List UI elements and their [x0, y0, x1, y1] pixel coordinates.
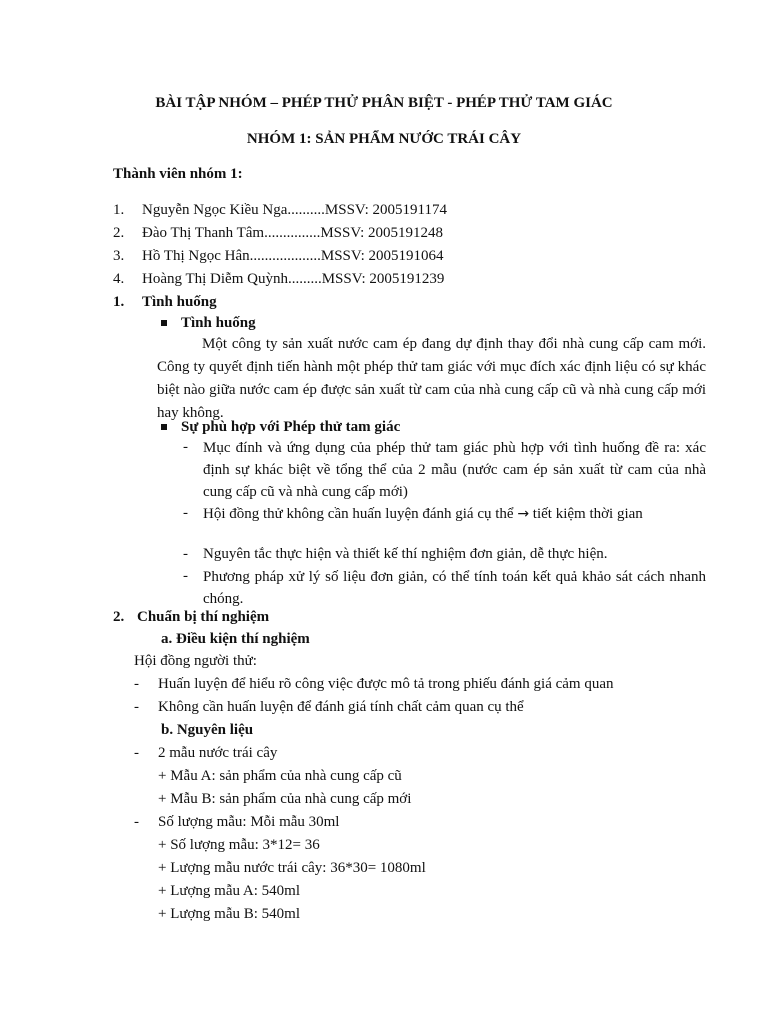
member-name: Đào Thị Thanh Tâm...............MSSV: 2005191248: [142, 225, 443, 241]
panel-label: Hội đồng người thử:: [134, 653, 257, 669]
member-name: Hoàng Thị Diễm Quỳnh.........MSSV: 2005191239: [142, 271, 445, 287]
member-name: Nguyễn Ngọc Kiều Nga..........MSSV: 2005191174: [142, 202, 447, 218]
situation-paragraph: Một công ty sản xuất nước cam ép đang dự định thay đổi nhà cung cấp cam mới. Công ty quyết định tiến hành một phép thử tam giác với mục đích xác định liệu có sự khác biệt nào giữa nước cam ép được sản xuất từ cam của nhà cung cấp cũ và nhà cung cấp mới hay không.: [157, 336, 706, 421]
square-bullet-icon: [161, 320, 167, 326]
quantity-line: + Lượng mẫu nước trái cây: 36*30= 1080ml: [158, 860, 426, 876]
quantity-line: + Lượng mẫu A: 540ml: [158, 883, 301, 899]
quantity-line: + Số lượng mẫu: 3*12= 36: [158, 837, 320, 853]
arrow-right-icon: →: [517, 506, 530, 522]
member-number: 4.: [113, 271, 125, 287]
sample-a-line: + Mẫu A: sản phẩm của nhà cung cấp cũ: [158, 768, 402, 784]
section-2a-heading: a. Điều kiện thí nghiệm: [161, 631, 310, 647]
square-bullet-icon: [161, 424, 167, 430]
section-2b-heading: b. Nguyên liệu: [161, 722, 254, 738]
member-number: 2.: [113, 225, 125, 241]
section-1-sub-fit: Sự phù hợp với Phép thử tam giác: [161, 417, 400, 437]
quantity-line: + Lượng mẫu B: 540ml: [158, 906, 301, 922]
doc-subtitle: NHÓM 1: SẢN PHẨM NƯỚC TRÁI CÂY: [246, 131, 522, 147]
member-name: Hồ Thị Ngọc Hân...................MSSV: 2005191064: [142, 248, 444, 264]
member-number: 1.: [113, 202, 125, 218]
section-1-sub-situation: Tình huống: [161, 313, 256, 333]
members-heading: Thành viên nhóm 1:: [113, 166, 243, 182]
member-number: 3.: [113, 248, 125, 264]
sample-b-line: + Mẫu B: sản phẩm của nhà cung cấp mới: [158, 791, 412, 807]
doc-title: BÀI TẬP NHÓM – PHÉP THỬ PHÂN BIỆT - PHÉP THỬ TAM GIÁC: [155, 95, 613, 111]
